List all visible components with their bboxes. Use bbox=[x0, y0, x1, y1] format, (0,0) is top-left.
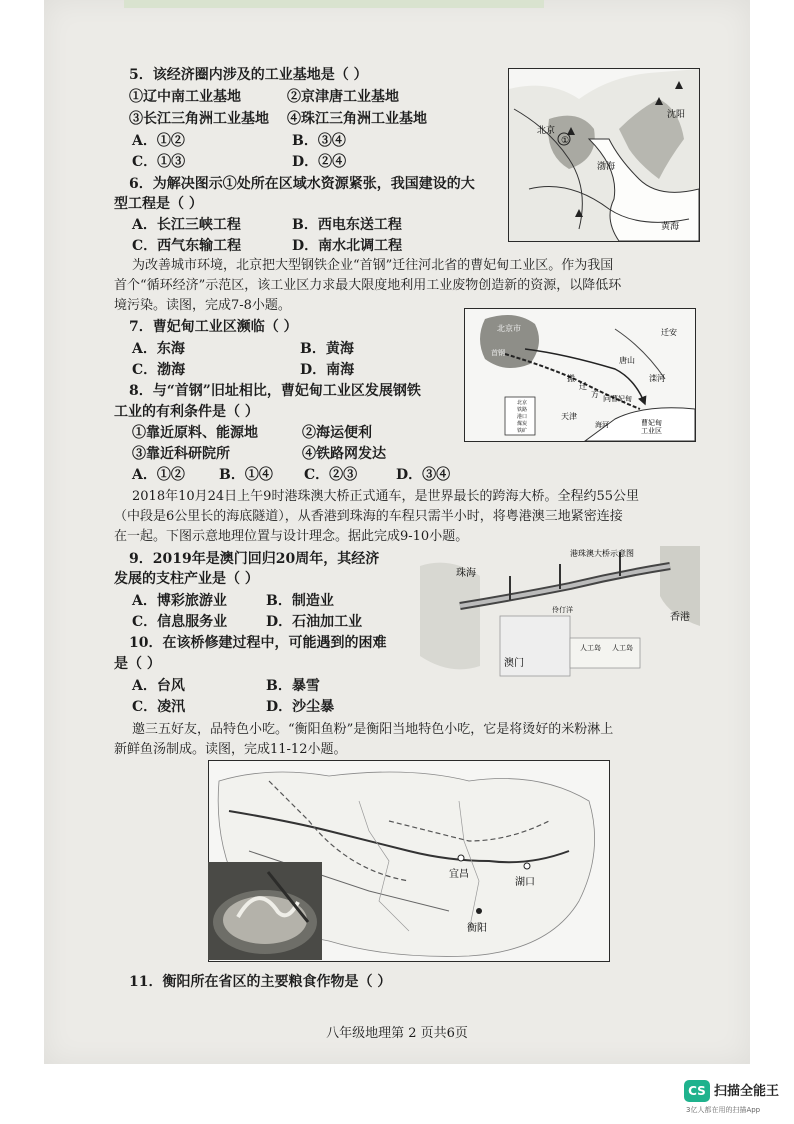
bridge-svg bbox=[420, 546, 700, 686]
q5-option-3: ③长江三角洲工业基地 bbox=[129, 111, 269, 127]
city-label: 湖口 bbox=[515, 877, 535, 888]
place-label: 伶仃洋 bbox=[552, 606, 573, 614]
bridge-deck-top bbox=[460, 566, 670, 606]
q10-choice-c: C．凌汛 bbox=[132, 699, 186, 715]
q5-choice-b: B．③④ bbox=[292, 133, 346, 149]
river-luanhe bbox=[615, 329, 665, 379]
q8-choice-c: C．②③ bbox=[304, 467, 358, 483]
q8-choice-d: D．③④ bbox=[396, 467, 451, 483]
city-label: 唐山 bbox=[619, 356, 635, 365]
q5-choice-d: D．②④ bbox=[292, 154, 347, 170]
q6-choice-d: D．南水北调工程 bbox=[292, 238, 403, 254]
city-marker bbox=[476, 908, 482, 914]
q7-stem: 7．曹妃甸工业区濒临（ ） bbox=[129, 319, 298, 335]
q9-choice-b: B．制造业 bbox=[266, 593, 334, 609]
legend-item: 港口 bbox=[517, 414, 528, 420]
q6-choice-b: B．西电东送工程 bbox=[292, 217, 402, 233]
q7-choice-d: D．南海 bbox=[300, 362, 355, 378]
page-footer: 八年级地理第 2 页共6页 bbox=[326, 1026, 468, 1041]
intro-9-10-line3: 在一起。下图示意地理位置与设计理念。据此完成9-10小题。 bbox=[114, 529, 469, 544]
q7-choice-b: B．黄海 bbox=[300, 341, 354, 357]
q9-stem-line1: 9．2019年是澳门回归20周年，其经济 bbox=[129, 551, 380, 567]
q9-choice-a: A．博彩旅游业 bbox=[132, 593, 227, 609]
city-label: 曹妃甸 bbox=[611, 395, 632, 403]
marker-label: ① bbox=[561, 136, 570, 146]
camscanner-tagline: 3亿人都在用的扫描App bbox=[686, 1106, 761, 1114]
q6-choice-c: C．西气东输工程 bbox=[132, 238, 242, 254]
city-marker bbox=[524, 863, 530, 869]
place-label: 澳门 bbox=[504, 658, 524, 669]
q10-stem-line1: 10．在该桥修建过程中，可能遇到的困难 bbox=[129, 635, 387, 651]
hzmb-illustration bbox=[420, 546, 700, 686]
q5-option-4: ④珠江三角洲工业基地 bbox=[287, 111, 427, 127]
zone-label: 工业区 bbox=[641, 427, 662, 435]
legend-item: 铁路 bbox=[517, 407, 528, 413]
q6-stem-line1: 6．为解决图示①处所在区域水资源紧张，我国建设的大 bbox=[129, 176, 475, 192]
river-label: 滦河 bbox=[649, 374, 665, 383]
place-label: 香港 bbox=[670, 612, 690, 623]
city-label: 首钢 bbox=[491, 349, 505, 357]
illustration-title: 港珠澳大桥示意图 bbox=[570, 549, 634, 558]
intro-11-12-line1: 邀三五好友，品特色小吃。“衡阳鱼粉”是衡阳当地特色小吃，它是将烫好的米粉淋上 bbox=[132, 722, 614, 737]
river-label: 海河 bbox=[595, 421, 609, 429]
q9-choice-d: D．石油加工业 bbox=[266, 614, 363, 630]
place-label: 珠海 bbox=[456, 568, 476, 579]
q10-choice-a: A．台风 bbox=[132, 678, 185, 694]
q8-stem-line2: 工业的有利条件是（ ） bbox=[114, 404, 259, 420]
q9-choice-c: C．信息服务业 bbox=[132, 614, 228, 630]
city-label: 迁安 bbox=[661, 328, 677, 337]
q5-stem: 5．该经济圈内涉及的工业基地是（ ） bbox=[129, 67, 368, 83]
island-label: 人工岛 bbox=[612, 644, 633, 652]
q5-option-2: ②京津唐工业基地 bbox=[287, 89, 399, 105]
city-label: 天津 bbox=[561, 412, 577, 421]
q9-stem-line2: 发展的支柱产业是（ ） bbox=[114, 571, 259, 587]
intro-7-8-line2: 首个“循环经济”示范区，该工业区力求最大限度地利用工业废物创造新的资源，以降低环 bbox=[114, 278, 622, 293]
q6-stem-line2: 型工程是（ ） bbox=[114, 196, 203, 212]
food-photo-svg bbox=[208, 862, 322, 960]
city-label: 北京 bbox=[537, 126, 556, 136]
q7-choice-c: C．渤海 bbox=[132, 362, 186, 378]
intro-7-8-line1: 为改善城市环境，北京把大型钢铁企业“首钢”迁往河北省的曹妃甸工业区。作为我国 bbox=[132, 258, 614, 273]
exam-page bbox=[44, 0, 750, 1064]
q8-stem-line1: 8．与“首钢”旧址相比，曹妃甸工业区发展钢铁 bbox=[129, 383, 421, 399]
direction-char: 方 bbox=[591, 390, 599, 399]
island-inset bbox=[570, 638, 640, 668]
city-marker bbox=[458, 855, 464, 861]
intro-11-12-line2: 新鲜鱼汤制成。读图，完成11-12小题。 bbox=[114, 742, 347, 757]
caofeidian-map bbox=[464, 308, 696, 442]
intro-9-10-line2: （中段是6公里长的海底隧道），从香港到珠海的车程只需半小时，将粤港澳三地紧密连接 bbox=[114, 509, 623, 524]
intro-7-8-line3: 境污染。读图，完成7-8小题。 bbox=[114, 298, 291, 313]
intro-9-10-line1: 2018年10月24日上午9时港珠澳大桥正式通车，是世界最长的跨海大桥。全程约55公里 bbox=[132, 489, 639, 504]
camscanner-logo: CS bbox=[684, 1080, 710, 1102]
q8-option-1: ①靠近原料、能源地 bbox=[132, 425, 258, 441]
caofeidian-map-svg bbox=[465, 309, 695, 441]
city-label: 宜昌 bbox=[449, 869, 469, 880]
bohai-map-svg bbox=[509, 69, 699, 241]
sea-label: 黄海 bbox=[661, 222, 680, 232]
sea-label: 渤海 bbox=[597, 162, 616, 172]
zone-label: 曹妃甸 bbox=[641, 419, 662, 427]
fish-noodle-photo bbox=[208, 862, 322, 960]
island-label: 人工岛 bbox=[580, 644, 601, 652]
q8-option-3: ③靠近科研院所 bbox=[132, 446, 230, 462]
q10-choice-d: D．沙尘暴 bbox=[266, 699, 335, 715]
bohai-region-map bbox=[508, 68, 700, 242]
q5-choice-c: C．①③ bbox=[132, 154, 186, 170]
city-label: 沈阳 bbox=[667, 110, 686, 120]
legend-item: 铁矿 bbox=[517, 428, 528, 434]
city-label: 北京市 bbox=[497, 324, 521, 333]
q10-stem-line2: 是（ ） bbox=[114, 656, 161, 672]
legend-item: 煤炭 bbox=[517, 421, 528, 427]
direction-char: 搬 bbox=[567, 374, 575, 383]
q8-option-2: ②海运便利 bbox=[302, 425, 372, 441]
beijing-area bbox=[480, 315, 539, 368]
q8-choice-b: B．①④ bbox=[219, 467, 273, 483]
legend-item: 北京 bbox=[517, 400, 528, 406]
q10-choice-b: B．暴雪 bbox=[266, 678, 320, 694]
city-label: 衡阳 bbox=[467, 923, 487, 934]
q8-choice-a: A．①② bbox=[132, 467, 185, 483]
q7-choice-a: A．东海 bbox=[132, 341, 185, 357]
camscanner-name: 扫描全能王 bbox=[714, 1084, 780, 1099]
q8-option-4: ④铁路网发达 bbox=[302, 446, 386, 462]
top-strip bbox=[124, 0, 544, 8]
q5-choice-a: A．①② bbox=[132, 133, 185, 149]
q11-stem: 11．衡阳所在省区的主要粮食作物是（ ） bbox=[129, 974, 392, 990]
direction-char: 迁 bbox=[579, 382, 587, 391]
direction-char: 向 bbox=[603, 394, 611, 403]
q6-choice-a: A．长江三峡工程 bbox=[132, 217, 241, 233]
q5-option-1: ①辽中南工业基地 bbox=[129, 89, 241, 105]
